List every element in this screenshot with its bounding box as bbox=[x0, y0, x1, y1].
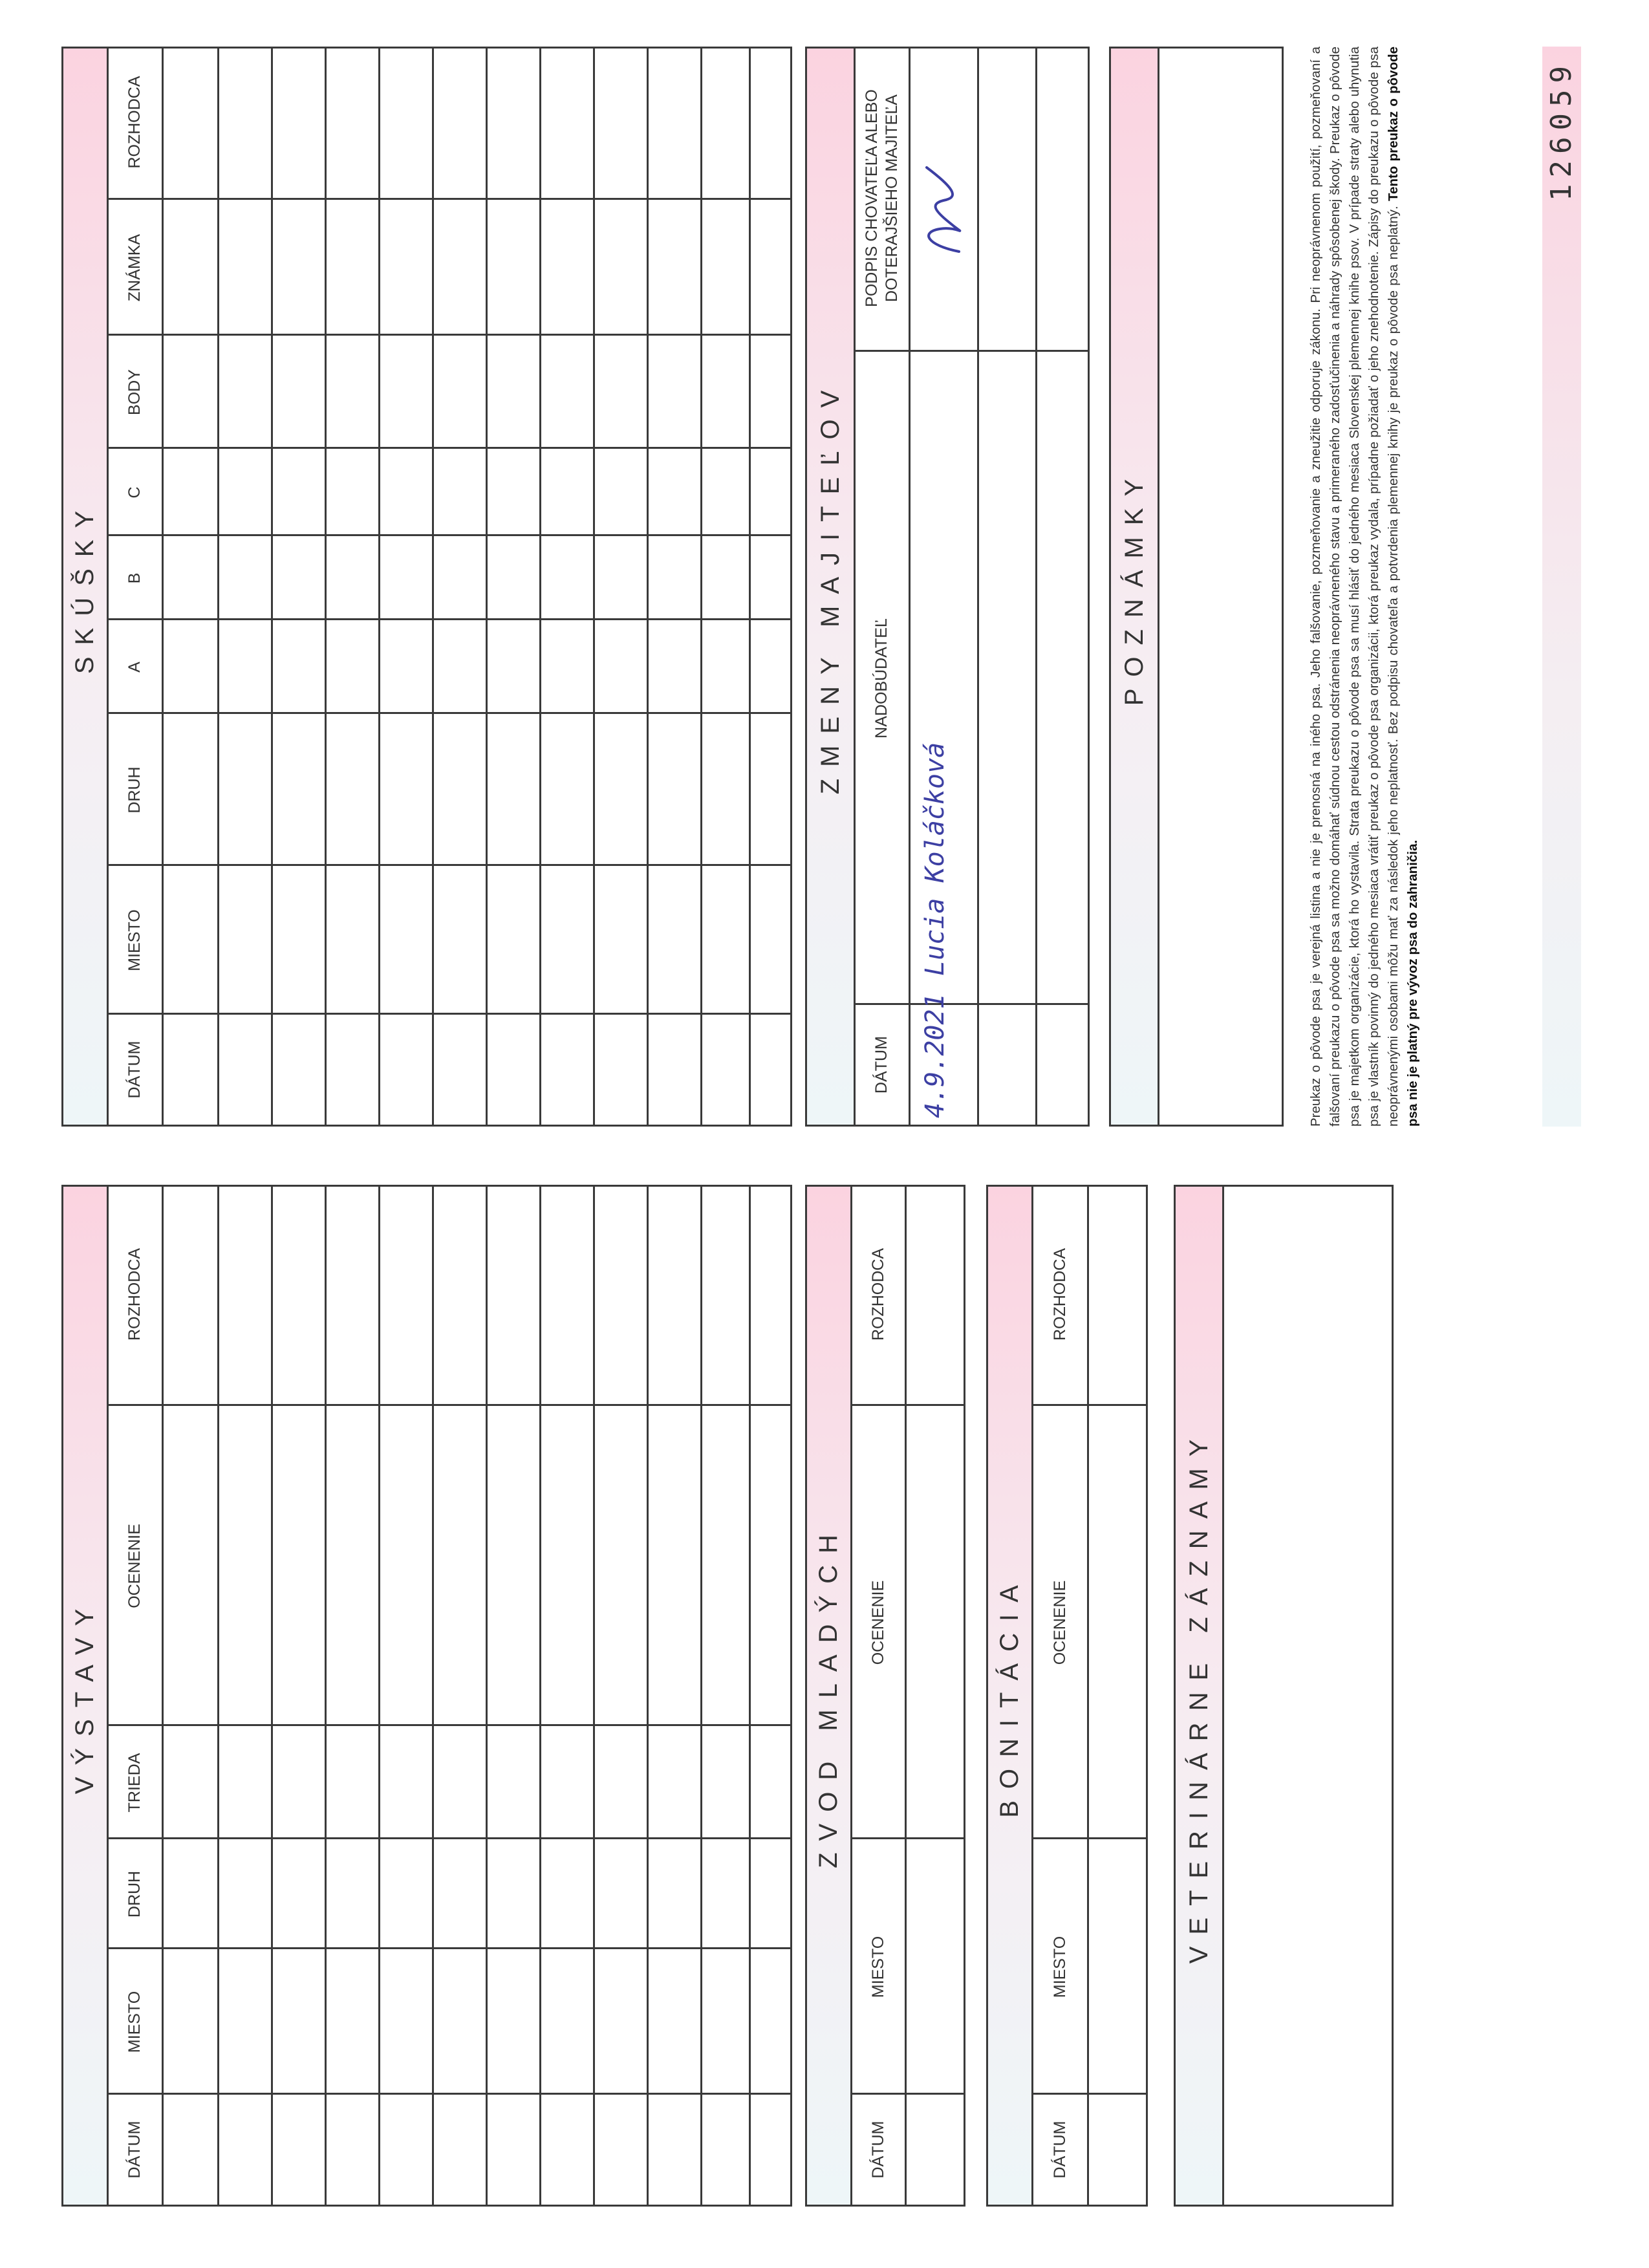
zmeny-majitelov-table bbox=[805, 47, 1090, 1127]
skusky-header bbox=[63, 49, 109, 1125]
bonitacia-col-datum: DÁTUM bbox=[1050, 2121, 1069, 2179]
zmeny-col-podpis: PODPIS CHOVATEĽA ALEBO DOTERAJŠIEHO MAJITEĽA bbox=[862, 89, 901, 307]
bonitacia-table bbox=[986, 1185, 1148, 2207]
vystavy-col-datum: DÁTUM bbox=[125, 2121, 144, 2179]
vystavy-col-druh: DRUH bbox=[125, 1870, 144, 1918]
zvod-col-datum: DÁTUM bbox=[868, 2121, 887, 2179]
bonitacia-title: BONITÁCIA bbox=[995, 1573, 1024, 1818]
skusky-col-c: C bbox=[125, 486, 144, 499]
legal-notice bbox=[1306, 47, 1520, 1127]
skusky-col-rozhodca: ROZHODCA bbox=[125, 76, 144, 169]
zvod-header bbox=[807, 1187, 852, 2205]
zmeny-title: ZMENY MAJITEĽOV bbox=[815, 378, 845, 795]
zvod-col-ocenenie: OCENENIE bbox=[868, 1580, 887, 1665]
vystavy-col-trieda: TRIEDA bbox=[125, 1753, 144, 1813]
zvod-col-miesto: MIESTO bbox=[868, 1936, 887, 1998]
zvod-title: ZVOD MLADÝCH bbox=[814, 1523, 843, 1868]
legal-notice-text: Preukaz o pôvode psa je verejná listina a nie je prenosná na iného psa. Jeho falšovanie, pozmeňovanie a zneužitie odporuje zákonu. Pri neoprávnenom použití, pozmeňovaní a falšovaní preukazu o pôvode psa sa možno domáhať súdnou cestou odstránenia neoprávneného stavu a primeraného zadosťučinenia a náhrady spôsobenej škody. Preukaz o pôvode psa je majetkom organizácie, ktorá ho vystavila. Strata preukazu o pôvode psa sa musí hlásiť do jedného mesiaca Slovenskej plemennej knihe psov. V prípade straty alebo uhynutia psa je vlastník povinný do jedného mesiaca vrátiť preukaz o pôvode psa organizácii, ktorá preukaz vydala, prípadne požiadať o jeho znehodnotenie. Zápisy do preukazu o pôvode psa neoprávnenými osobami môžu mať za následok jeho neplatnosť. Bez podpisu chovateľa a potvrdenia plemennej knihy je preukaz o pôvode psa neplatný. bbox=[1308, 47, 1401, 1127]
zmeny-header bbox=[807, 49, 856, 1125]
veterinarne-table bbox=[1174, 1185, 1394, 2207]
poznamky-title: POZNÁMKY bbox=[1119, 467, 1148, 706]
zvod-mladych-table bbox=[805, 1185, 965, 2207]
bonitacia-col-rozhodca: ROZHODCA bbox=[1050, 1247, 1069, 1341]
skusky-col-b: B bbox=[125, 572, 144, 584]
bonitacia-col-miesto: MIESTO bbox=[1050, 1936, 1069, 1998]
skusky-col-druh: DRUH bbox=[125, 766, 144, 814]
vystavy-col-miesto: MIESTO bbox=[125, 1991, 144, 2053]
veterinarne-header bbox=[1176, 1187, 1224, 2205]
zmeny-col-nadobudatel: NADOBÚDATEĽ bbox=[872, 618, 891, 739]
skusky-col-body: BODY bbox=[125, 369, 144, 415]
serial-number: 126059 bbox=[1545, 59, 1578, 201]
skusky-col-znamka: ZNÁMKA bbox=[125, 233, 144, 302]
legal-notice-export: Tento preukaz o pôvode psa nie je platný pre vývoz psa do zahraničia. bbox=[1385, 46, 1420, 1127]
vystavy-col-rozhodca: ROZHODCA bbox=[125, 1247, 144, 1341]
vystavy-header bbox=[63, 1187, 109, 2205]
veterinarne-title: VETERINÁRNE ZÁZNAMY bbox=[1184, 1427, 1213, 1964]
poznamky-table bbox=[1109, 47, 1284, 1127]
skusky-col-miesto: MIESTO bbox=[125, 909, 144, 971]
owner-change-new-owner: Lucia Koláčková bbox=[920, 742, 950, 976]
serial-band bbox=[1542, 47, 1581, 1127]
bonitacia-col-ocenenie: OCENENIE bbox=[1050, 1580, 1069, 1665]
vystavy-col-ocenenie: OCENENIE bbox=[125, 1524, 144, 1608]
skusky-title: SKÚŠKY bbox=[70, 499, 99, 675]
skusky-col-a: A bbox=[125, 662, 144, 673]
zmeny-col-datum: DÁTUM bbox=[872, 1036, 891, 1094]
bonitacia-header bbox=[988, 1187, 1033, 2205]
zvod-col-rozhodca: ROZHODCA bbox=[868, 1247, 887, 1341]
skusky-col-datum: DÁTUM bbox=[125, 1041, 144, 1099]
vystavy-table bbox=[61, 1185, 792, 2207]
owner-signature-scribble bbox=[914, 161, 975, 258]
owner-change-date: 4.9.2021 bbox=[920, 993, 950, 1118]
skusky-table bbox=[61, 47, 792, 1127]
vystavy-title: VÝSTAVY bbox=[70, 1597, 99, 1795]
poznamky-header bbox=[1111, 49, 1159, 1125]
